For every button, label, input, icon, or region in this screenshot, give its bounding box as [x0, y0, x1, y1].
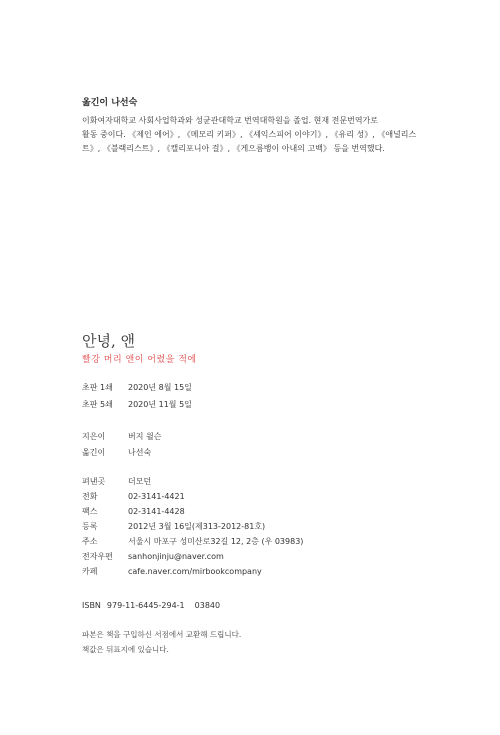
publisher-row [82, 566, 262, 577]
edition-label: 초판 5쇄 [82, 400, 113, 409]
isbn-code: 03840 [194, 601, 221, 610]
publisher-label: 등록 [82, 522, 98, 531]
edition-label: 초판 1쇄 [82, 383, 113, 392]
publisher-value: 2012년 3월 16일(제313-2012-81호) [128, 522, 266, 531]
edition-date: 2020년 11월 5일 [128, 400, 192, 409]
notice-line: 책값은 뒤표지에 있습니다. [82, 645, 169, 654]
publisher-value: 서울시 마포구 성미산로32길 12, 2층 (우 03983) [128, 537, 304, 546]
isbn-number: 979-11-6445-294-1 [106, 601, 185, 610]
publisher-value: 더모던 [128, 477, 152, 486]
book-subtitle: 빨강 머리 앤이 어렸을 적에 [82, 355, 197, 365]
translator-heading: 옮긴이 나선숙 [82, 98, 138, 108]
credit-label: 옮긴이 [82, 448, 106, 457]
notice-line: 파본은 책을 구입하신 서점에서 교환해 드립니다. [82, 630, 242, 639]
publisher-cafe-url: cafe.naver.com/mirbookcompany [128, 567, 262, 576]
edition-row [82, 382, 192, 393]
publisher-label: 전자우편 [82, 552, 113, 561]
isbn-row [82, 601, 220, 610]
publisher-row [82, 551, 224, 562]
publisher-label: 카페 [82, 567, 98, 576]
credit-row [82, 431, 161, 442]
publisher-value: 02-3141-4421 [128, 492, 185, 501]
translator-bio-line: 활동 중이다. 《제인 에어》, 《메모리 키퍼》, 《셰익스피어 이야기》, 《유리 성》, 《애널리스 [82, 130, 417, 139]
edition-date: 2020년 8월 15일 [128, 383, 192, 392]
translator-bio-line: 이화여자대학교 사회사업학과와 성균관대학교 번역대학원을 졸업. 현재 전문번역가로 [82, 116, 379, 125]
credit-value: 버지 윌슨 [128, 432, 162, 441]
publisher-label: 주소 [82, 537, 98, 546]
credit-value: 나선숙 [128, 448, 152, 457]
isbn-label: ISBN [82, 601, 101, 610]
publisher-value: 02-3141-4428 [128, 507, 185, 516]
credit-row [82, 447, 151, 458]
translator-bio-line: 트》, 《블랙리스트》, 《캘리포니아 걸》, 《게으름뱅이 아내의 고백》 등을 번역했다. [82, 144, 385, 153]
credit-label: 지은이 [82, 432, 106, 441]
publisher-row [82, 536, 303, 547]
publisher-row [82, 521, 265, 532]
publisher-row [82, 476, 151, 487]
publisher-label: 전화 [82, 492, 98, 501]
publisher-row [82, 506, 185, 517]
publisher-email: sanhonjinju@naver.com [128, 552, 224, 561]
book-title: 안녕, 앤 [82, 332, 136, 350]
publisher-label: 펴낸곳 [82, 477, 106, 486]
publisher-label: 팩스 [82, 507, 98, 516]
edition-row [82, 399, 192, 410]
publisher-row [82, 491, 185, 502]
